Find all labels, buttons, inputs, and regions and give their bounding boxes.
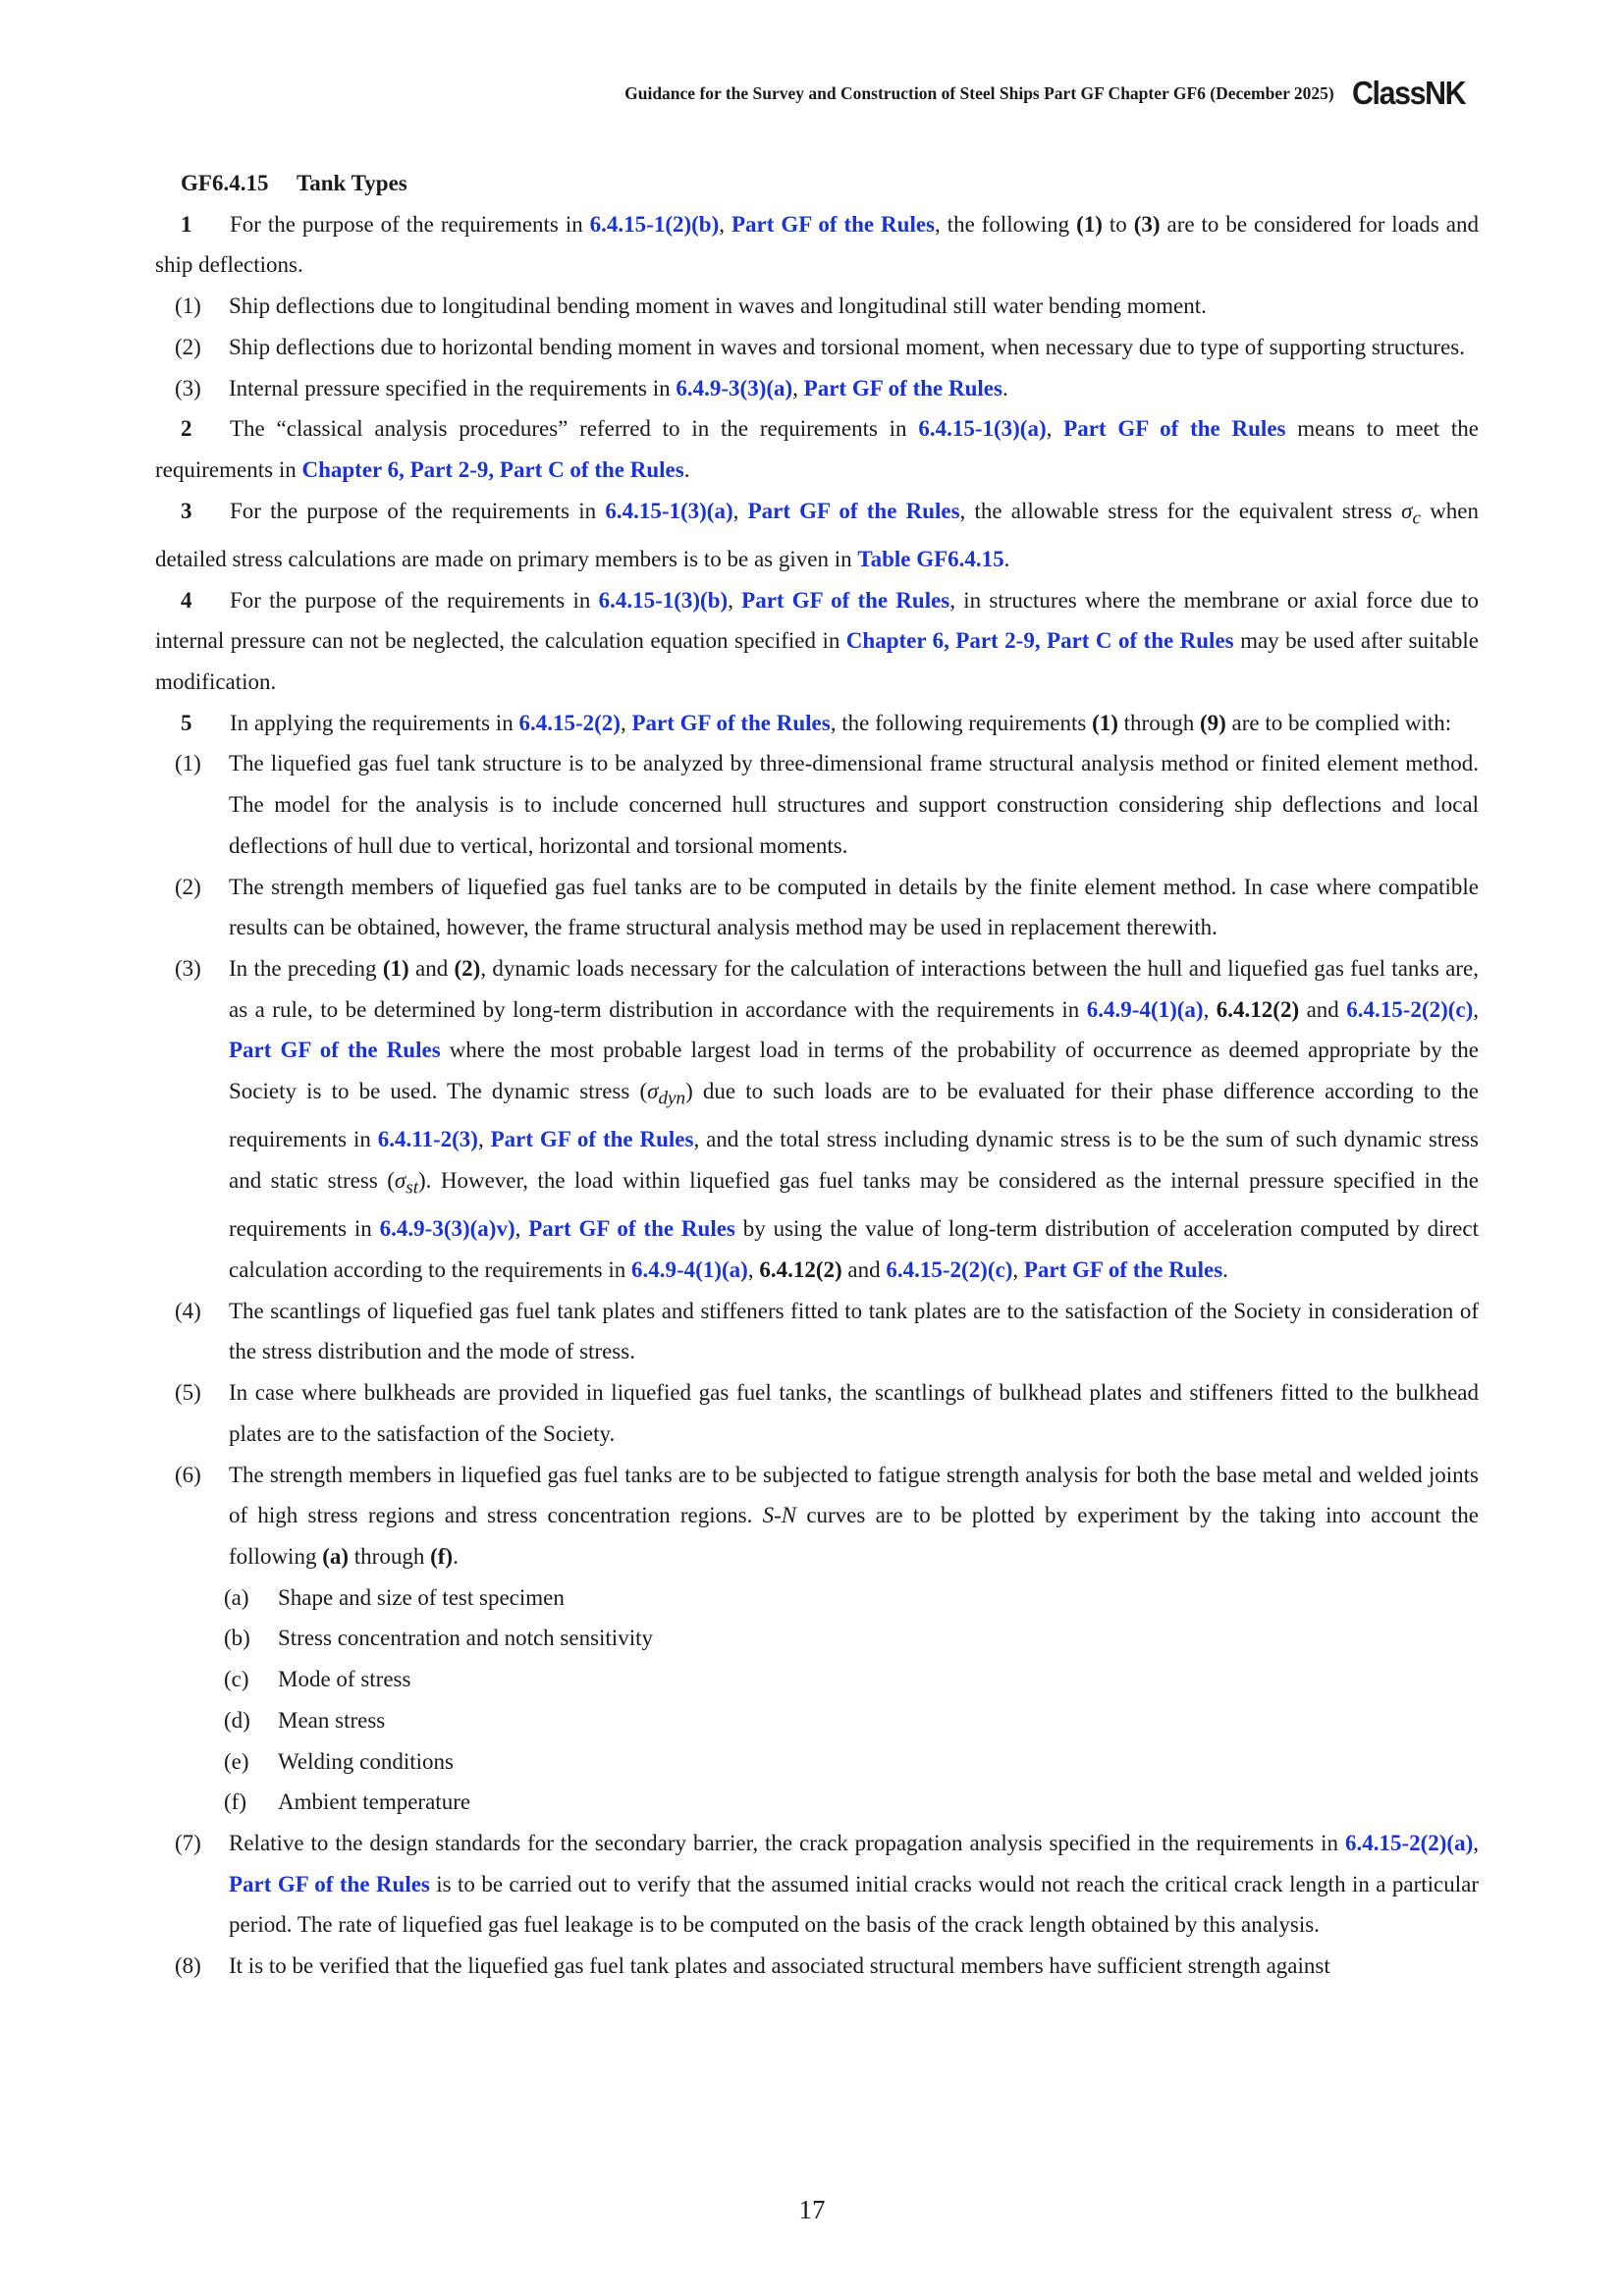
rule-link[interactable]: Part GF of the Rules bbox=[1023, 1257, 1223, 1283]
bold-text: (9) bbox=[1199, 710, 1226, 735]
text: curves are to be plotted by experiment by the taking into account the following bbox=[229, 1503, 1479, 1569]
text: , bbox=[732, 498, 748, 523]
rule-link[interactable]: Part GF of the Rules bbox=[803, 375, 1002, 400]
text: , bbox=[792, 375, 804, 400]
document-body bbox=[155, 163, 1479, 1987]
item-text: Ship deflections due to longitudinal bending moment in waves and longitudinal still water bending moment. bbox=[229, 294, 1207, 319]
rule-link[interactable]: 6.4.15-2(2)(c) bbox=[1346, 996, 1474, 1022]
text: means to meet the requirements in bbox=[155, 416, 1479, 482]
item-number: (e) bbox=[224, 1748, 249, 1774]
list-item bbox=[155, 743, 1479, 866]
text: , the allowable stress for the equivalent stress bbox=[959, 498, 1402, 523]
rule-link[interactable]: Part GF of the Rules bbox=[731, 211, 935, 237]
list-item bbox=[155, 867, 1479, 948]
rule-link[interactable]: 6.4.11-2(3) bbox=[377, 1127, 478, 1152]
header-title: Guidance for the Survey and Construction of Steel Ships Part GF Chapter GF6 (December 2025) bbox=[624, 82, 1334, 103]
bold-text: (3) bbox=[1133, 211, 1161, 237]
bold-text: 6.4.12(2) bbox=[1216, 996, 1300, 1022]
rule-link[interactable]: 6.4.9-4(1)(a) bbox=[1086, 996, 1204, 1022]
text: and bbox=[408, 955, 455, 981]
sub-list-item bbox=[155, 1782, 1479, 1823]
paragraph-1 bbox=[155, 204, 1479, 286]
list-item bbox=[155, 1946, 1479, 1987]
text: are to be considered for loads and ship deflections. bbox=[155, 211, 1479, 278]
sub-list-item bbox=[155, 1577, 1479, 1619]
rule-link[interactable]: Part GF of the Rules bbox=[1063, 416, 1286, 442]
item-number: (1) bbox=[175, 751, 201, 776]
item-number: (c) bbox=[224, 1667, 249, 1692]
text: , the following bbox=[935, 211, 1077, 237]
math-subscript: dyn bbox=[658, 1088, 686, 1109]
math-symbol bbox=[1401, 498, 1422, 529]
text: Internal pressure specified in the requirements in bbox=[229, 375, 677, 400]
text: , bbox=[514, 1216, 529, 1242]
paragraph-4 bbox=[155, 580, 1479, 703]
rule-link[interactable]: 6.4.9-3(3)(a)v) bbox=[379, 1216, 515, 1242]
item-text: Stress concentration and notch sensitivity bbox=[278, 1626, 653, 1651]
rule-link[interactable]: Part GF of the Rules bbox=[747, 498, 960, 523]
list-item bbox=[155, 1823, 1479, 1946]
text: . bbox=[683, 456, 690, 482]
bold-text: (2) bbox=[454, 955, 481, 981]
rule-link[interactable]: Part GF of the Rules bbox=[490, 1127, 694, 1152]
item-text: It is to be verified that the liquefied gas fuel tank plates and associated structural members have sufficient strength against bbox=[229, 1953, 1330, 1979]
item-number: (5) bbox=[175, 1380, 201, 1406]
text: For the purpose of the requirements in bbox=[230, 587, 599, 613]
item-number: (f) bbox=[224, 1789, 246, 1815]
text: , bbox=[719, 211, 731, 237]
bold-text: (f) bbox=[430, 1543, 454, 1569]
rule-link[interactable]: 6.4.9-4(1)(a) bbox=[631, 1257, 748, 1283]
list-item bbox=[155, 1291, 1479, 1372]
sub-list-item bbox=[155, 1700, 1479, 1741]
sub-list-item bbox=[155, 1741, 1479, 1783]
math-symbol bbox=[394, 1168, 419, 1199]
rule-link[interactable]: Chapter 6, Part 2-9, Part C of the Rules bbox=[845, 628, 1234, 654]
text: ) due to such loads are to be evaluated for their phase difference according to the requirements in bbox=[229, 1079, 1479, 1152]
text: to bbox=[1102, 211, 1134, 237]
item-text: Ambient temperature bbox=[278, 1789, 471, 1815]
text: The “classical analysis procedures” referred to in the requirements in bbox=[230, 416, 919, 442]
item-number: (8) bbox=[175, 1953, 201, 1979]
item-text: The scantlings of liquefied gas fuel tank plates and stiffeners fitted to tank plates are to the satisfaction of the Society in consideration of the stress distribution and the mode of stress. bbox=[229, 1298, 1479, 1364]
item-text: Mode of stress bbox=[278, 1667, 411, 1692]
text: ). However, the load within liquefied gas fuel tanks may be considered as the internal pressure specified in the requirements in bbox=[229, 1168, 1480, 1242]
paragraph-number: 3 bbox=[181, 498, 192, 523]
text: , bbox=[620, 710, 632, 735]
text: and bbox=[1299, 996, 1347, 1022]
item-number: (2) bbox=[175, 874, 201, 899]
section-heading bbox=[181, 163, 1479, 204]
text: by using the value of long-term distribution of acceleration computed by direct calculation according to the requirements in bbox=[229, 1216, 1479, 1283]
text: , bbox=[747, 1257, 760, 1283]
bold-text: (1) bbox=[382, 955, 409, 981]
bold-text: (a) bbox=[322, 1543, 350, 1569]
list-item bbox=[155, 1455, 1479, 1577]
text: , and the total stress including dynamic stress is to be the sum of such dynamic stress and static stress ( bbox=[229, 1127, 1479, 1194]
text: and bbox=[841, 1257, 887, 1283]
text: Relative to the design standards for the secondary barrier, the crack propagation analysis specified in the requirements in bbox=[229, 1830, 1345, 1855]
rule-link[interactable]: 6.4.9-3(3)(a) bbox=[676, 375, 793, 400]
rule-link[interactable]: 6.4.15-2(2)(c) bbox=[886, 1257, 1013, 1283]
text: For the purpose of the requirements in bbox=[230, 498, 606, 523]
rule-link[interactable]: Part GF of the Rules bbox=[741, 587, 950, 613]
text: , bbox=[477, 1127, 491, 1152]
paragraph-2 bbox=[155, 408, 1479, 490]
rule-link[interactable]: Part GF of the Rules bbox=[631, 710, 831, 735]
sub-list-item bbox=[155, 1618, 1479, 1659]
item-number: (6) bbox=[175, 1462, 201, 1487]
item-text: Welding conditions bbox=[278, 1748, 454, 1774]
text: may be used after suitable modification. bbox=[155, 628, 1479, 695]
paragraph-number: 4 bbox=[181, 587, 192, 613]
text: , bbox=[728, 587, 742, 613]
page-number: 17 bbox=[798, 2195, 826, 2224]
text: . bbox=[453, 1543, 459, 1569]
item-number: (4) bbox=[175, 1298, 201, 1323]
text: when detailed stress calculations are made on primary members is to be as given in bbox=[155, 498, 1480, 571]
bold-text: (1) bbox=[1076, 211, 1103, 237]
text: are to be complied with: bbox=[1225, 710, 1452, 735]
italic-text: S-N bbox=[762, 1503, 797, 1528]
item-number: (3) bbox=[175, 955, 201, 981]
paragraph-number: 1 bbox=[181, 211, 192, 237]
rule-link[interactable]: Part GF of the Rules bbox=[528, 1216, 735, 1242]
text: For the purpose of the requirements in bbox=[230, 211, 590, 237]
text: where the most probable largest load in terms of the probability of occurrence as deemed appropriate by the Society is to be used. The dynamic stress ( bbox=[229, 1038, 1479, 1104]
text: through bbox=[1117, 710, 1200, 735]
rule-link[interactable]: 6.4.15-1(3)(a) bbox=[605, 498, 733, 523]
item-text: In case where bulkheads are provided in liquefied gas fuel tanks, the scantlings of bulkhead plates and stiffeners fitted to the bulkhead plates are to the satisfaction of the Society. bbox=[229, 1380, 1479, 1446]
math-subscript: c bbox=[1412, 507, 1422, 529]
text: , bbox=[1012, 1257, 1024, 1283]
text: The strength members in liquefied gas fuel tanks are to be subjected to fatigue strength analysis for both the base metal and welded joints of high stress regions and stress concentration regions. bbox=[229, 1462, 1479, 1528]
rule-link[interactable]: 6.4.15-1(3)(b) bbox=[598, 587, 729, 613]
text: , dynamic loads necessary for the calculation of interactions between the hull and liquefied gas fuel tanks are, as a rule, to be determined by long-term distribution in accordance with the requirements in bbox=[229, 955, 1479, 1022]
item-text: Ship deflections due to horizontal bending moment in waves and torsional moment, when necessary due to type of supporting structures. bbox=[229, 334, 1465, 359]
paragraph-5 bbox=[155, 703, 1479, 744]
math-subscript: st bbox=[406, 1177, 419, 1199]
rule-link[interactable]: Part GF of the Rules bbox=[229, 1038, 441, 1063]
list-item bbox=[155, 368, 1479, 409]
text: In the preceding bbox=[229, 955, 383, 981]
text: through bbox=[349, 1543, 431, 1569]
bold-text: (1) bbox=[1092, 710, 1118, 735]
table-link[interactable]: Table GF6.4.15 bbox=[857, 546, 1004, 571]
math-sigma: σ bbox=[394, 1168, 406, 1194]
text: , bbox=[1473, 996, 1480, 1022]
text: is to be carried out to verify that the assumed initial cracks would not reach the critical crack length in a particular period. The rate of liquefied gas fuel leakage is to be computed on the basis of the crack length obtained by this analysis. bbox=[229, 1871, 1479, 1938]
math-sigma: σ bbox=[1401, 498, 1413, 523]
sub-list-item bbox=[155, 1659, 1479, 1700]
item-number: (a) bbox=[224, 1584, 249, 1610]
rule-link[interactable]: 6.4.15-2(2)(a) bbox=[1344, 1830, 1474, 1855]
rule-link[interactable]: Part GF of the Rules bbox=[229, 1871, 430, 1896]
list-item bbox=[155, 948, 1479, 1291]
math-symbol bbox=[647, 1079, 686, 1109]
item-number: (1) bbox=[175, 294, 201, 319]
classnk-logo: ClassNK bbox=[1351, 75, 1465, 111]
rule-link[interactable]: 6.4.15-1(3)(a) bbox=[918, 416, 1047, 442]
rule-link[interactable]: 6.4.15-1(2)(b) bbox=[589, 211, 720, 237]
paragraph-number: 2 bbox=[181, 416, 192, 442]
bold-text: 6.4.12(2) bbox=[759, 1257, 842, 1283]
item-number: (7) bbox=[175, 1830, 201, 1855]
item-number: (3) bbox=[175, 375, 201, 400]
text: , bbox=[1473, 1830, 1479, 1855]
text: , in structures where the membrane or axial force due to internal pressure can not be neglected, the calculation equation specified in bbox=[155, 587, 1479, 654]
text: , bbox=[1203, 996, 1217, 1022]
paragraph-number: 5 bbox=[181, 710, 192, 735]
item-number: (d) bbox=[224, 1707, 250, 1733]
rule-link[interactable]: 6.4.15-2(2) bbox=[518, 710, 621, 735]
rule-link[interactable]: Chapter 6, Part 2-9, Part C of the Rules bbox=[301, 456, 684, 482]
paragraph-3 bbox=[155, 491, 1479, 580]
section-number: GF6.4.15 bbox=[181, 171, 269, 195]
text: , the following requirements bbox=[830, 710, 1093, 735]
text: In applying the requirements in bbox=[230, 710, 519, 735]
item-text: Mean stress bbox=[278, 1707, 386, 1733]
item-text: The strength members of liquefied gas fuel tanks are to be computed in details by the finite element method. In case where compatible results can be obtained, however, the frame structural analysis method may be used in replacement therewith. bbox=[229, 874, 1479, 940]
section-title: Tank Types bbox=[297, 171, 407, 195]
text: , bbox=[1046, 416, 1064, 442]
item-text: Shape and size of test specimen bbox=[278, 1584, 565, 1610]
text: . bbox=[1222, 1257, 1228, 1283]
page-header bbox=[624, 75, 1475, 112]
item-text: The liquefied gas fuel tank structure is to be analyzed by three-dimensional frame structural analysis method or finited element method. The model for the analysis is to include concerned hull structures and support construction considering ship deflections and local deflections of hull due to vertical, horizontal and torsional moments. bbox=[229, 751, 1479, 858]
item-number: (2) bbox=[175, 334, 201, 359]
text: . bbox=[1003, 546, 1010, 571]
math-sigma: σ bbox=[647, 1079, 659, 1104]
list-item bbox=[155, 286, 1479, 327]
item-number: (b) bbox=[224, 1626, 250, 1651]
list-item bbox=[155, 1372, 1479, 1454]
text: . bbox=[1001, 375, 1008, 400]
list-item bbox=[155, 327, 1479, 368]
